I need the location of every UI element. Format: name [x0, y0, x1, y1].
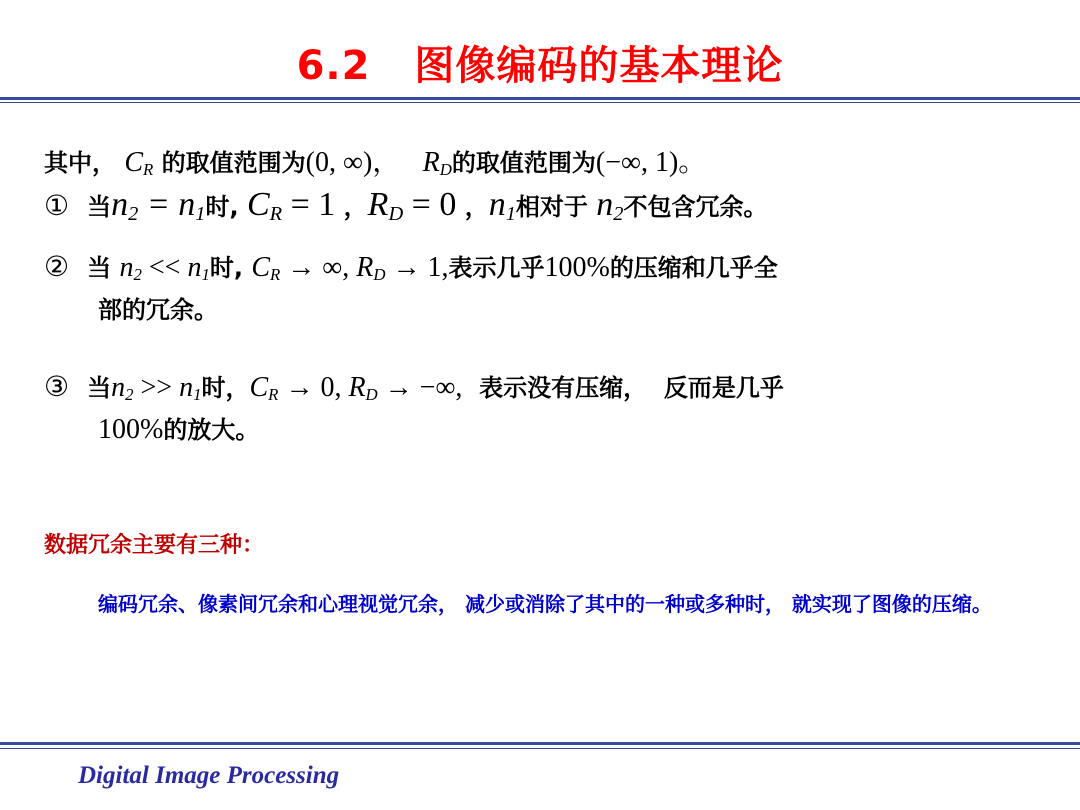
text: 时, — [209, 254, 243, 282]
symbol-r: R — [367, 186, 389, 223]
symbol-n1 — [488, 186, 516, 226]
symbol-r: R — [348, 372, 366, 403]
symbol-c: C — [249, 372, 269, 403]
op-ll: << — [141, 252, 188, 283]
symbol-n: n — [179, 372, 194, 403]
case-1-line — [44, 186, 767, 224]
text-prefix: 其中， — [44, 149, 116, 177]
bottom-rule-thin — [0, 748, 1080, 749]
case-3-marker: ③ — [44, 370, 70, 403]
arrow-expr: → 0, — [278, 372, 349, 403]
title-text: 图像编码的基本理论 — [414, 43, 784, 89]
case-2-line — [44, 248, 778, 284]
text: 时， — [201, 374, 250, 402]
op-gg: >> — [133, 372, 180, 403]
range-cr: (0, ∞)， — [305, 147, 401, 178]
sub-r: R — [269, 203, 283, 226]
sub-r: R — [268, 385, 279, 405]
symbol-n2 — [596, 186, 624, 226]
expr-cr — [246, 186, 336, 226]
expr-rd — [367, 186, 457, 226]
sub-r: R — [143, 160, 154, 180]
symbol-c: C — [251, 252, 271, 283]
percent: 100% — [544, 252, 610, 283]
text: 的压缩和几乎全 — [609, 254, 778, 282]
slide-title — [0, 34, 1080, 91]
eq-zero: = 0 — [403, 186, 457, 223]
top-rule-thick — [0, 97, 1080, 100]
text: 当 — [87, 374, 112, 402]
redundancy-heading: 数据冗余主要有三种： — [44, 533, 265, 558]
text: 不包含冗余。 — [623, 193, 768, 221]
text: 部的冗余。 — [98, 296, 218, 324]
symbol-r: R — [356, 252, 374, 283]
arrow-expr: → 1, — [385, 252, 449, 283]
sub-1: 1 — [505, 203, 516, 226]
sub-r: R — [270, 265, 281, 285]
expr-rd — [348, 372, 377, 403]
case-1-marker: ① — [44, 189, 70, 222]
footer-course-title: Digital Image Processing — [78, 762, 340, 789]
case-3-line — [44, 368, 784, 404]
sub-1: 1 — [193, 385, 202, 405]
expr-n2-gg-n1 — [111, 372, 201, 403]
expr-cr — [249, 372, 278, 403]
text: 相对于 — [515, 193, 588, 221]
eq-one: = 1 — [282, 186, 336, 223]
definition-line — [44, 140, 706, 180]
expr-n2-ll-n1 — [119, 252, 209, 283]
symbol-c: C — [124, 147, 144, 178]
text: 当 — [87, 193, 112, 221]
sub-d: D — [373, 265, 386, 285]
symbol-n: n — [111, 372, 126, 403]
sub-2: 2 — [133, 265, 142, 285]
symbol-n: n — [488, 186, 506, 223]
sub-2: 2 — [613, 203, 624, 226]
symbol-rd — [423, 147, 452, 178]
arrow-expr: → ∞, — [280, 252, 357, 283]
text: ， — [464, 193, 489, 221]
expr-cr — [251, 252, 280, 283]
text: 表示几乎 — [448, 254, 545, 282]
expr-n2-eq-n1: $n_2 = n_1$ — [111, 186, 206, 226]
expr-rd — [356, 252, 385, 283]
text: 当 — [87, 254, 112, 282]
sub-d: D — [439, 160, 452, 180]
arrow-expr: → −∞, — [377, 372, 463, 403]
top-rule-thin — [0, 102, 1080, 103]
symbol-c: C — [246, 186, 270, 223]
text: 时, — [205, 193, 239, 221]
text: ， — [343, 193, 368, 221]
symbol-cr — [124, 147, 153, 178]
symbol-n: n — [596, 186, 614, 223]
range-rd: (−∞, 1)。 — [595, 147, 707, 178]
symbol-r: R — [422, 147, 440, 178]
symbol-n: n — [187, 252, 202, 283]
sub-1: 1 — [201, 265, 210, 285]
case-2-continuation — [98, 290, 218, 325]
text-range-label: 的取值范围为 — [161, 149, 306, 177]
percent: 100% — [98, 414, 164, 445]
sub-d: D — [365, 385, 378, 405]
sub-2: 2 — [125, 385, 134, 405]
text: 表示没有压缩， 反而是几乎 — [462, 374, 784, 402]
sub-d: D — [388, 203, 404, 226]
case-2-marker: ② — [44, 250, 70, 283]
symbol-n: n — [119, 252, 134, 283]
redundancy-paragraph: 编码冗余、像素间冗余和心理视觉冗余， 减少或消除了其中的一种或多种时， 就实现了图像的压缩。 — [98, 592, 992, 616]
text: 的放大。 — [163, 416, 260, 444]
bottom-rule-thick — [0, 742, 1080, 745]
text-range-label-2: 的取值范围为 — [451, 149, 596, 177]
section-number: 6.2 — [296, 43, 371, 89]
case-3-continuation — [98, 410, 259, 446]
